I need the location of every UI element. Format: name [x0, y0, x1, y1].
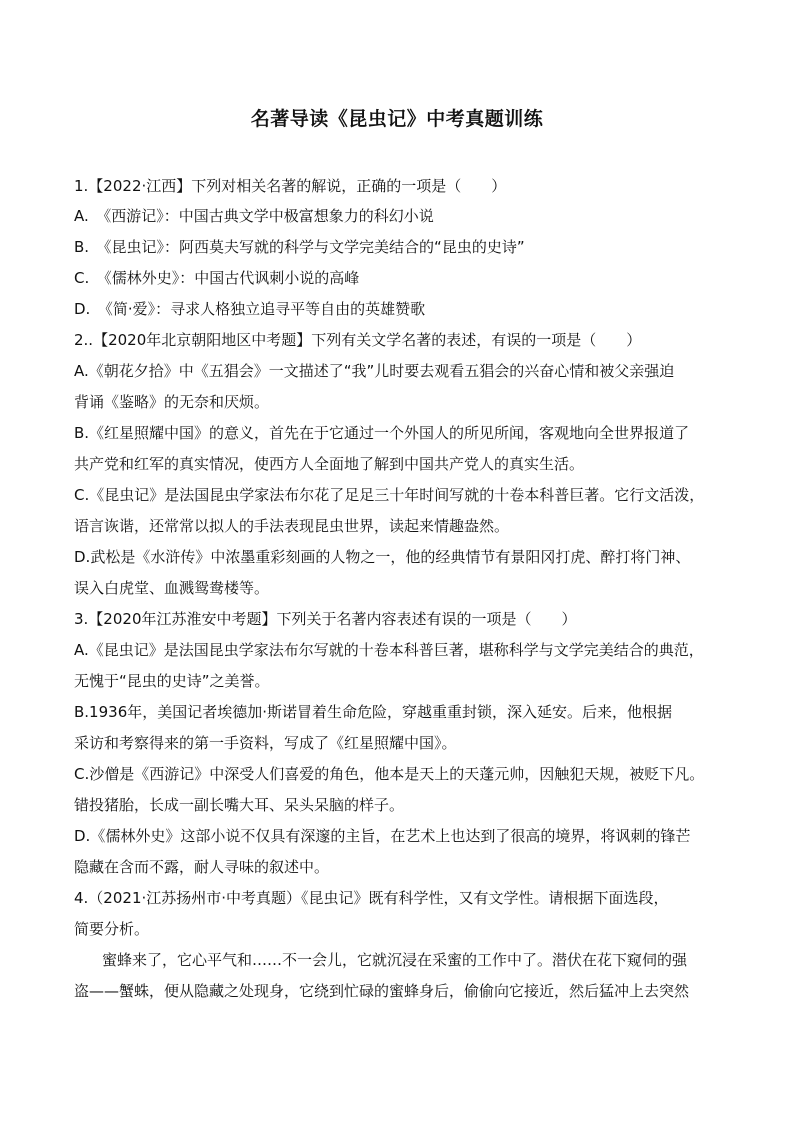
- question-3-option-c-line-1: C.沙僧是《西游记》中深受人们喜爱的角色，他本是天上的天蓬元帅，因触犯天规，被贬下凡。: [74, 765, 705, 783]
- question-3-option-a-line-2: 无愧于“昆虫的史诗”之美誉。: [74, 672, 270, 690]
- question-2-option-c-line-1: C.《昆虫记》是法国昆虫学家法布尔花了足足三十年时间写就的十卷本科普巨著。它行文活泼，: [74, 486, 705, 504]
- question-3-option-d-line-1: D.《儒林外史》这部小说不仅具有深邃的主旨，在艺术上也达到了很高的境界，将讽刺的锋芒: [74, 827, 691, 845]
- question-2-option-b-line-2: 共产党和红军的真实情况，使西方人全面地了解到中国共产党人的真实生活。: [74, 455, 585, 473]
- question-4-stem-line-2: 简要分析。: [74, 920, 150, 938]
- question-3-stem: 3.【2020年江苏淮安中考题】下列关于名著内容表述有误的一项是（ ）: [74, 610, 577, 628]
- question-3-option-b-line-2: 采访和考察得来的第一手资料，写成了《红星照耀中国》。: [74, 734, 457, 752]
- question-4-stem-line-1: 4.（2021·江苏扬州市·中考真题）《昆虫记》既有科学性，又有文学性。请根据下面选段，: [74, 889, 669, 907]
- question-3-option-c-line-2: 错投猪胎，长成一副长嘴大耳、呆头呆脑的样子。: [74, 796, 405, 814]
- question-2-option-a-line-2: 背诵《鉴略》的无奈和厌烦。: [74, 393, 270, 411]
- question-2-option-c-line-2: 语言诙谐，还常常以拟人的手法表现昆虫世界，读起来情趣盎然。: [74, 517, 510, 535]
- question-2-option-b-line-1: B.《红星照耀中国》的意义，首先在于它通过一个外国人的所见所闻，客观地向全世界报道了: [74, 424, 690, 442]
- question-3-option-a-line-1: A.《昆虫记》是法国昆虫学家法布尔写就的十卷本科普巨著，堪称科学与文学完美结合的典范，: [74, 641, 704, 659]
- question-1-option-b: B. 《昆虫记》：阿西莫夫写就的科学与文学完美结合的“昆虫的史诗”: [74, 238, 525, 256]
- question-1-option-c: C. 《儒林外史》：中国古代讽刺小说的高峰: [74, 269, 360, 287]
- question-3-option-b-line-1: B.1936年，美国记者埃德加·斯诺冒着生命危险，穿越重重封锁，深入延安。后来，他根据: [74, 703, 673, 721]
- question-2-option-d-line-1: D.武松是《水浒传》中浓墨重彩刻画的人物之一，他的经典情节有景阳冈打虎、醉打将门神、: [74, 548, 691, 566]
- question-2-option-d-line-2: 误入白虎堂、血溅鸳鸯楼等。: [74, 579, 270, 597]
- question-1-option-a: A. 《西游记》：中国古典文学中极富想象力的科幻小说: [74, 207, 434, 225]
- question-2-option-a-line-1: A.《朝花夕拾》中《五猖会》一文描述了“我”儿时要去观看五猖会的兴奋心情和被父亲强迫: [74, 362, 675, 380]
- question-2-stem: 2..【2020年北京朝阳地区中考题】下列有关文学名著的表述，有误的一项是（ ）: [74, 331, 642, 349]
- question-4-passage-line-1: 蜜蜂来了，它心平气和……不一会儿，它就沉浸在采蜜的工作中了。潜伏在花下窥伺的强: [102, 951, 688, 969]
- question-3-option-d-line-2: 隐藏在含而不露，耐人寻味的叙述中。: [74, 858, 330, 876]
- question-1-stem: 1.【2022·江西】下列对相关名著的解说，正确的一项是（ ）: [74, 177, 507, 195]
- page-title: 名著导读《昆虫记》中考真题训练: [250, 108, 544, 130]
- question-1-option-d: D. 《简·爱》：寻求人格独立追寻平等自由的英雄赞歌: [74, 300, 426, 318]
- question-4-passage-line-2: 盗——蟹蛛，便从隐藏之处现身，它绕到忙碌的蜜蜂身后，偷偷向它接近，然后猛冲上去突然: [74, 982, 690, 1000]
